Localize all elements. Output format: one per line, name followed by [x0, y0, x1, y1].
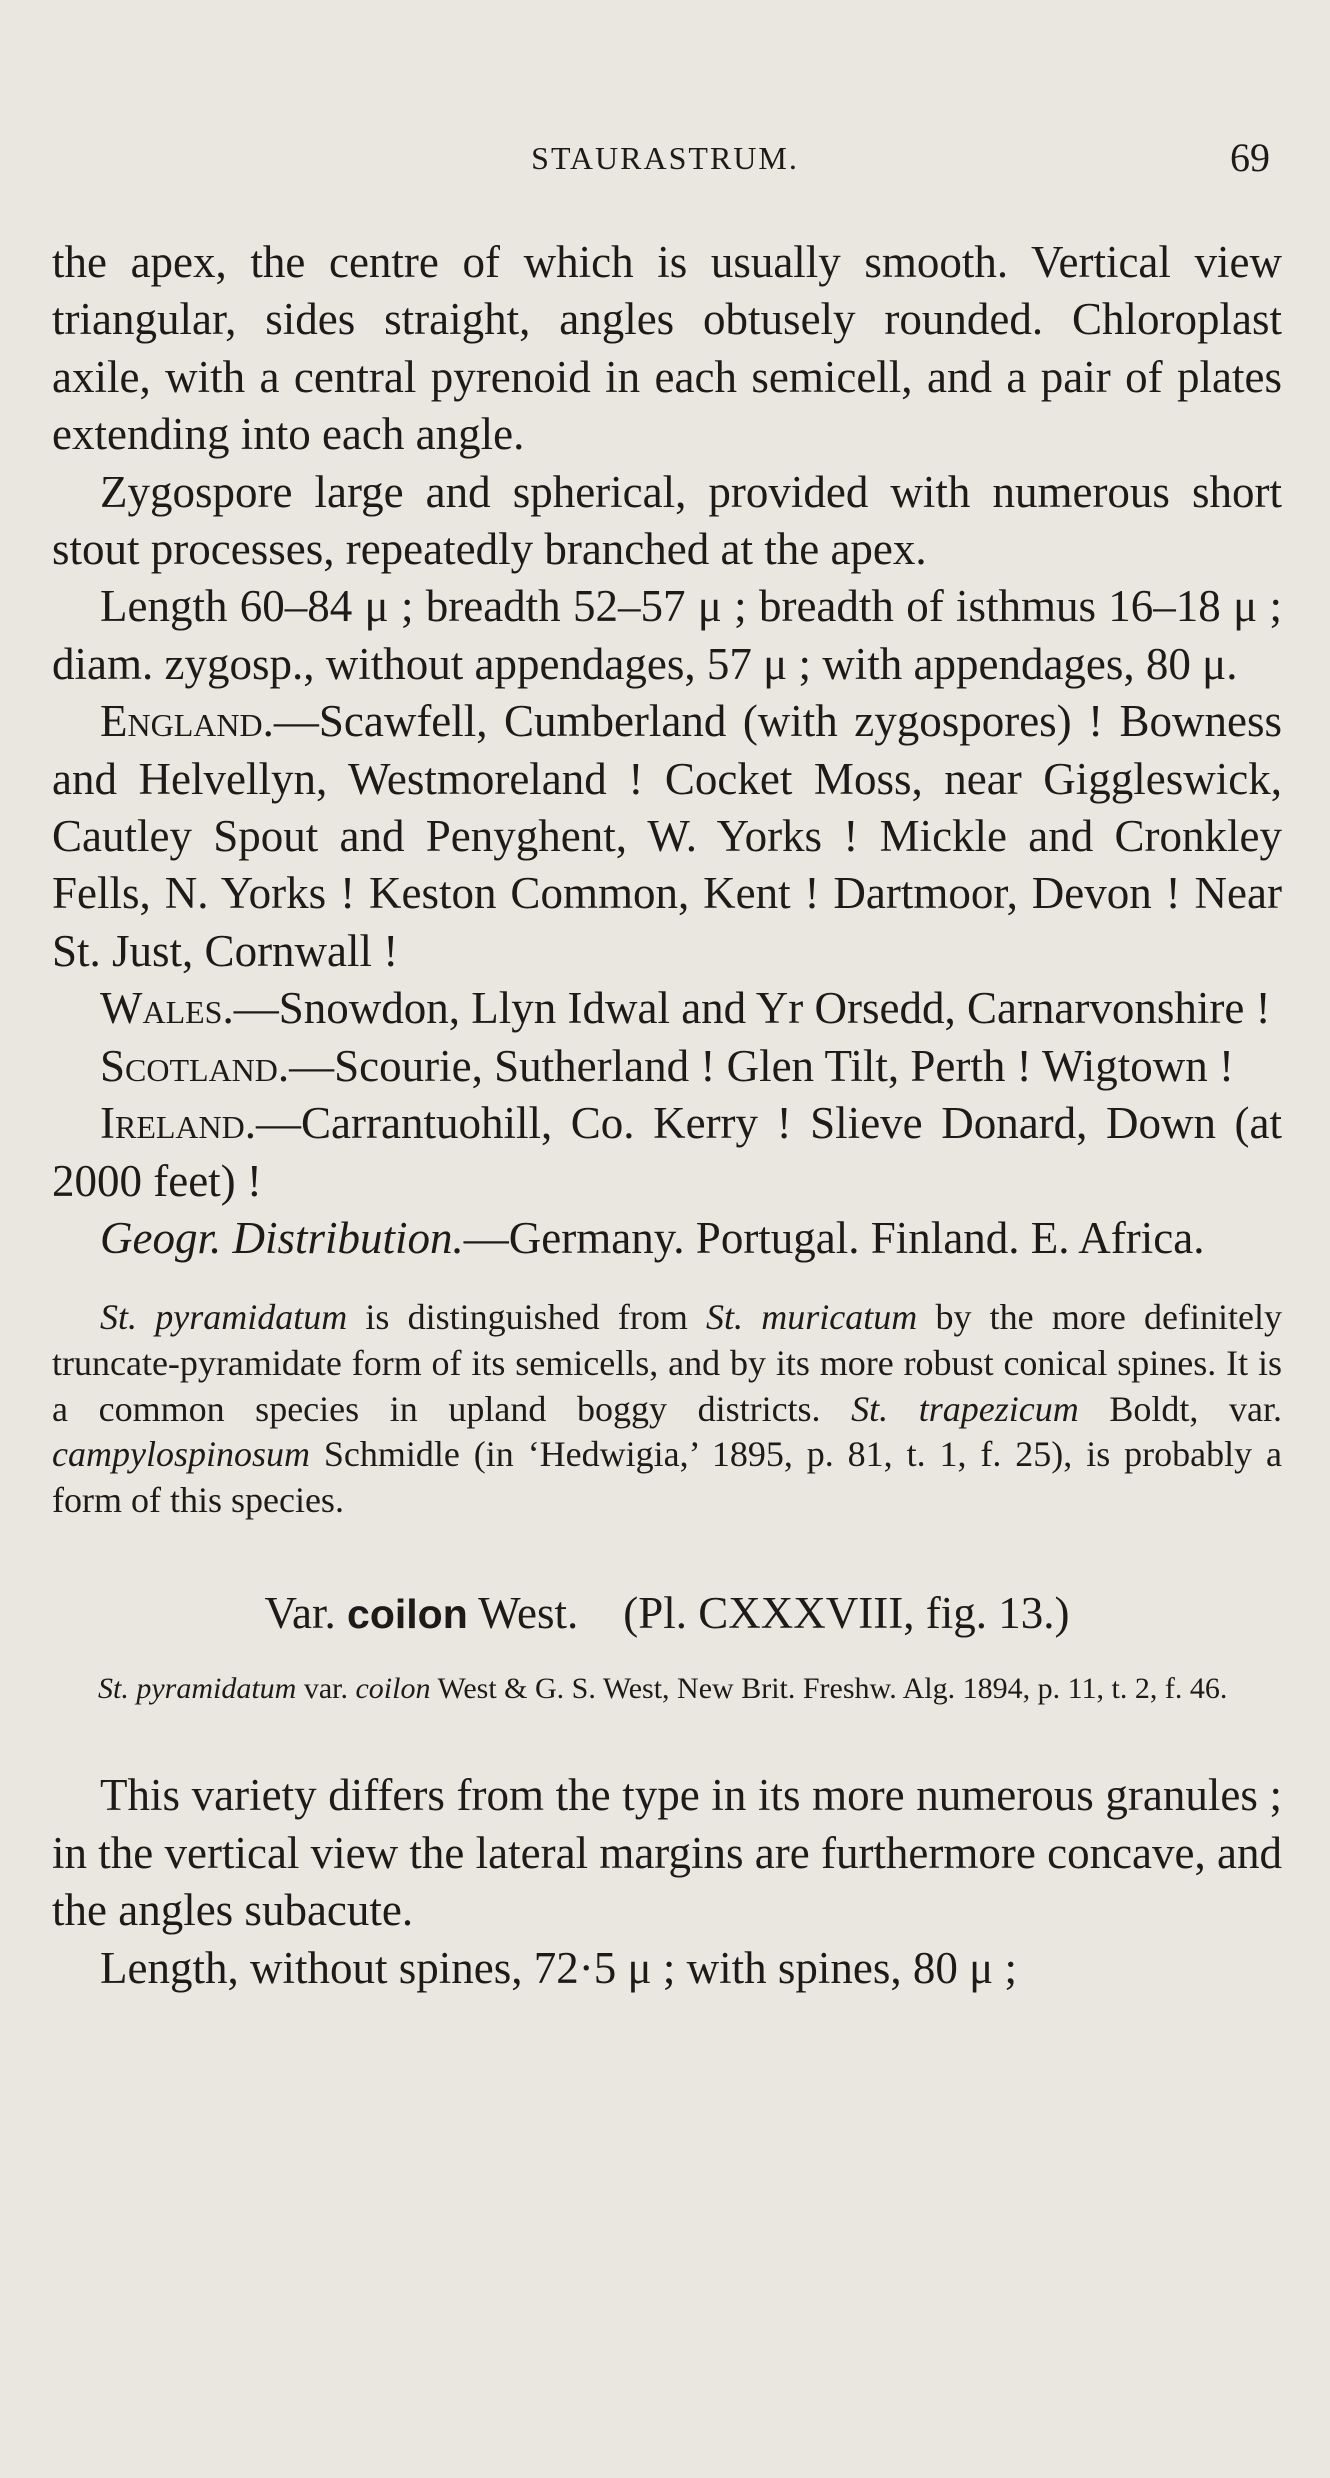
region-label-ireland: Ireland. — [100, 1098, 257, 1149]
variety-description: This variety differs from the type in its more numerous granules ; in the vertical view the lateral margins are furthermore concave, and the angles subacute. — [52, 1770, 1282, 1936]
page-header — [50, 135, 1280, 190]
page-number: 69 — [1230, 135, 1270, 180]
variety-citation — [52, 1669, 1282, 1709]
page-body — [52, 234, 1282, 1997]
note-taxon-3: St. trapezicum — [851, 1388, 1079, 1429]
citation-variety: coilon — [355, 1672, 431, 1706]
citation-text-2: West & G. S. West, New Brit. Freshw. Alg. 1894, p. 11, t. 2, f. 46. — [430, 1672, 1228, 1706]
note-text-4: Schmidle (in ‘Hedwigia,’ 1895, p. 81, t. 1, f. 25), is probably a form of this species. — [52, 1434, 1282, 1520]
description-paragraph: the apex, the centre of which is usually smooth. Vertical view triangular, sides straight, angles obtusely rounded. Chloroplast axile, with a central pyrenoid in each semicell, and a pair of plates extending into each angle. — [52, 237, 1282, 460]
running-title: STAURASTRUM. — [531, 140, 799, 176]
measurements-paragraph: Length 60–84 μ ; breadth 52–57 μ ; breadth of isthmus 16–18 μ ; diam. zygosp., without appendages, 57 μ ; with appendages, 80 μ. — [52, 581, 1282, 689]
locality-text-scotland: —Scourie, Sutherland ! Glen Tilt, Perth ! Wigtown ! — [289, 1040, 1234, 1091]
region-label-scotland: Scotland. — [100, 1040, 290, 1091]
geographic-distribution — [52, 1210, 1282, 1267]
locality-scotland — [52, 1038, 1282, 1095]
locality-text-england: —Scawfell, Cumberland (with zygospores) ! Bowness and Helvellyn, Westmoreland ! Cocket Moss, near Giggleswick, Cautley Spout and Penyghent, W. Yorks ! Mickle and Cronkley Fells, N. Yorks ! Keston Common, Kent ! Dartmoor, Devon ! Near St. Just, Cornwall ! — [52, 696, 1282, 976]
note-text-3: Boldt, var. — [1078, 1388, 1282, 1429]
geo-text: —Germany. Portugal. Finland. E. Africa. — [463, 1212, 1205, 1263]
locality-ireland — [52, 1095, 1282, 1210]
locality-text-wales: —Snowdon, Llyn Idwal and Yr Orsedd, Carnarvonshire ! — [233, 983, 1271, 1034]
region-label-wales: Wales. — [100, 983, 234, 1034]
zygospore-paragraph: Zygospore large and spherical, provided with numerous short stout processes, repeatedly branched at the apex. — [52, 466, 1282, 575]
locality-england — [52, 693, 1282, 980]
locality-text-ireland: —Carrantuohill, Co. Kerry ! Slieve Donard, Down (at 2000 feet) ! — [52, 1098, 1282, 1206]
taxonomic-note — [52, 1295, 1282, 1523]
note-taxon-2: St. muricatum — [706, 1297, 918, 1338]
citation-text-1: var. — [296, 1672, 356, 1706]
variety-author: West. — [478, 1588, 579, 1639]
variety-name: coilon — [347, 1591, 468, 1638]
variety-plate-ref: (Pl. CXXXVIII, fig. 13.) — [623, 1588, 1070, 1639]
locality-wales — [52, 980, 1282, 1037]
note-text-2: by the more definitely truncate-pyramidate form of its semicells, and by its more robust conical spines. It is a common species in upland boggy districts. — [52, 1297, 1282, 1429]
geo-label: Geogr. Distribution. — [100, 1212, 464, 1263]
note-text-1: is distinguished from — [347, 1297, 707, 1338]
variety-heading — [52, 1587, 1282, 1639]
citation-taxon: St. pyramidatum — [98, 1672, 297, 1706]
note-taxon-1: St. pyramidatum — [100, 1297, 348, 1338]
note-taxon-4: campylospinosum — [52, 1434, 310, 1475]
variety-measurements: Length, without spines, 72·5 μ ; with spines, 80 μ ; — [100, 1942, 1017, 1993]
region-label-england: England. — [100, 696, 274, 747]
variety-prefix: Var. — [264, 1588, 336, 1639]
